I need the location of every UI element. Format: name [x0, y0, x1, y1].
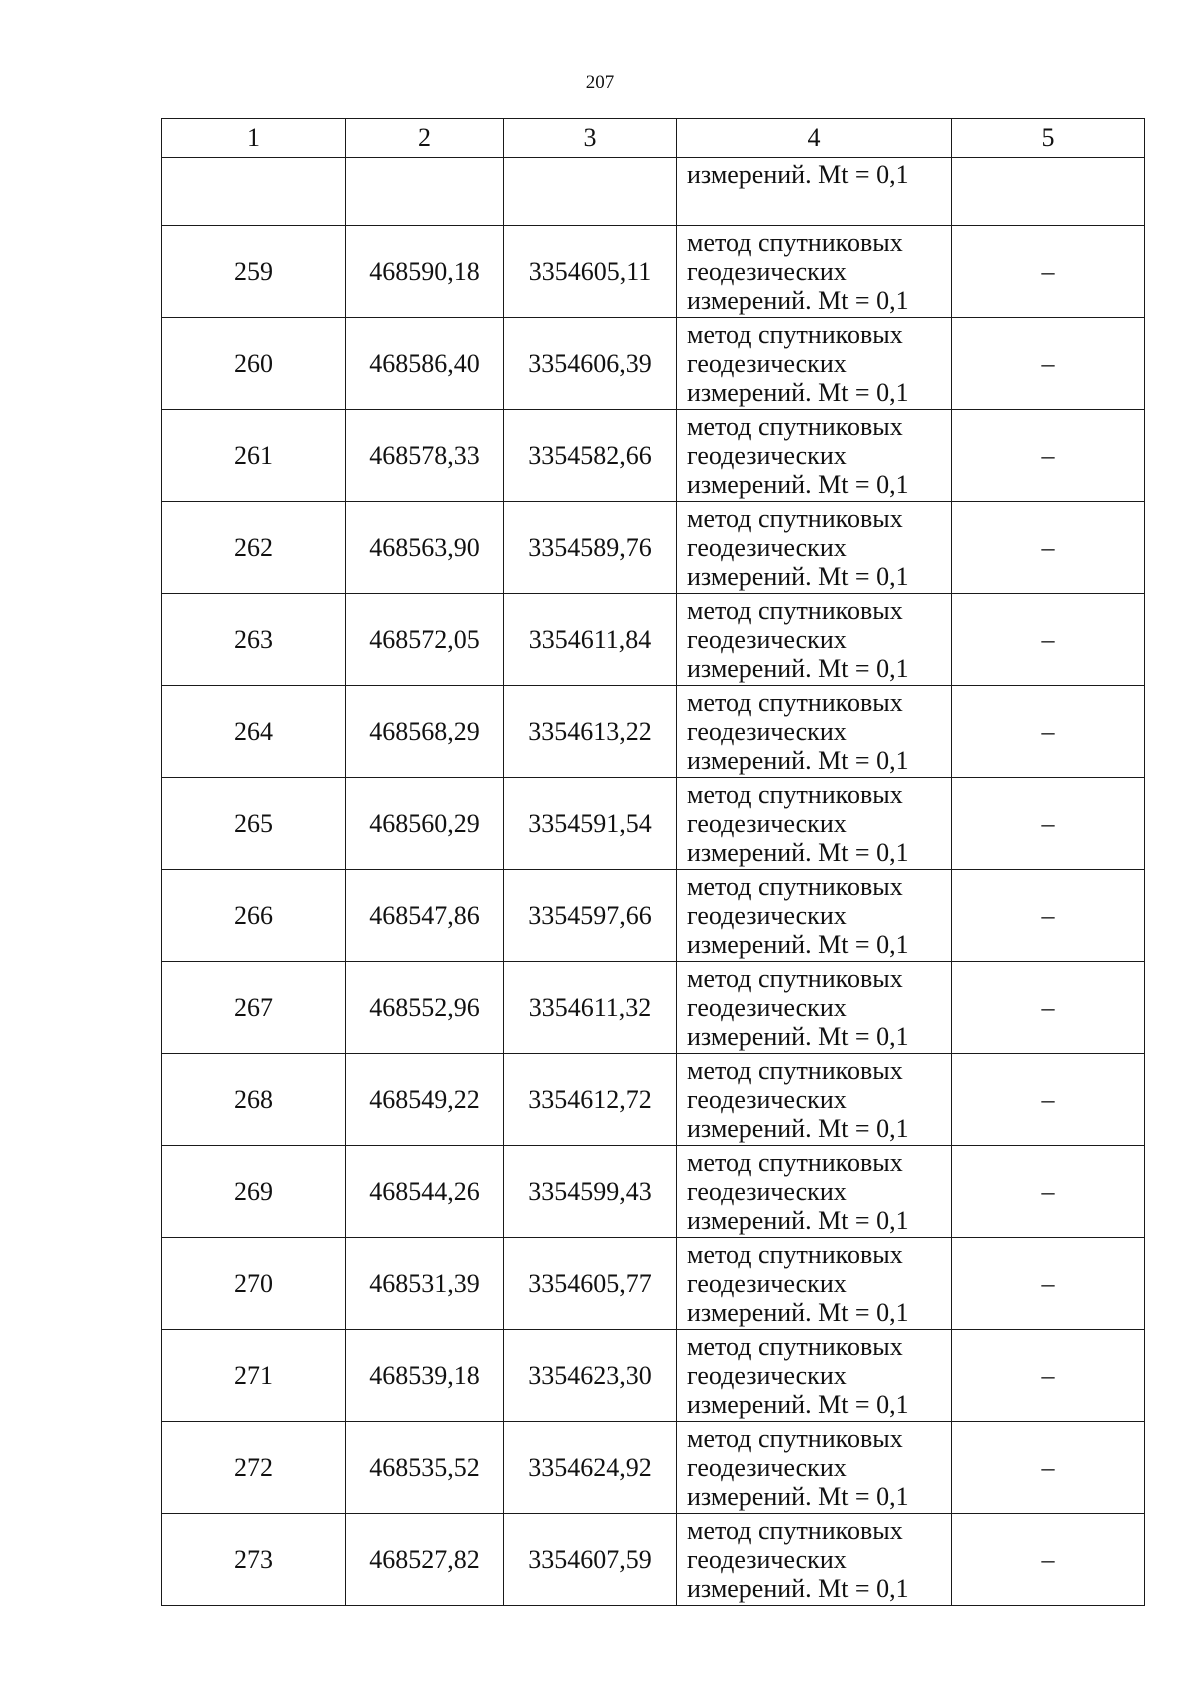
cell-y: 3354582,66	[504, 410, 677, 502]
table-row	[162, 502, 1145, 594]
cell-point: 262	[162, 502, 346, 594]
cell-y: 3354611,84	[504, 594, 677, 686]
table-row	[162, 1238, 1145, 1330]
cell-point: 269	[162, 1146, 346, 1238]
cell-x: 468552,96	[346, 962, 504, 1054]
cell-note: –	[952, 870, 1145, 962]
table-row	[162, 1422, 1145, 1514]
cell-x: 468539,18	[346, 1330, 504, 1422]
cell-x: 468549,22	[346, 1054, 504, 1146]
cell-x: 468547,86	[346, 870, 504, 962]
header-row	[162, 119, 1145, 158]
cell-method: метод спутниковых геодезических измерений. Mt = 0,1	[677, 594, 952, 686]
header-col-3: 3	[504, 119, 677, 158]
cell-x: 468586,40	[346, 318, 504, 410]
cell-point: 265	[162, 778, 346, 870]
header-col-1: 1	[162, 119, 346, 158]
cell-point: 260	[162, 318, 346, 410]
cell-point: 266	[162, 870, 346, 962]
header-col-2: 2	[346, 119, 504, 158]
cell-x: 468572,05	[346, 594, 504, 686]
cell-x: 468527,82	[346, 1514, 504, 1606]
cell-y: 3354605,11	[504, 226, 677, 318]
cell-y: 3354591,54	[504, 778, 677, 870]
cell-y: 3354607,59	[504, 1514, 677, 1606]
cell-note: –	[952, 502, 1145, 594]
cell-method: метод спутниковых геодезических измерений. Mt = 0,1	[677, 502, 952, 594]
cell-x: 468563,90	[346, 502, 504, 594]
header-col-4: 4	[677, 119, 952, 158]
cell-y: 3354612,72	[504, 1054, 677, 1146]
coordinates-table	[161, 118, 1145, 1606]
table-row	[162, 1054, 1145, 1146]
cell-x: 468590,18	[346, 226, 504, 318]
cell-x: 468568,29	[346, 686, 504, 778]
table-row	[162, 410, 1145, 502]
cell-x: 468531,39	[346, 1238, 504, 1330]
cell-y: 3354623,30	[504, 1330, 677, 1422]
cell-method: метод спутниковых геодезических измерений. Mt = 0,1	[677, 226, 952, 318]
cell-y: 3354624,92	[504, 1422, 677, 1514]
cell-method: метод спутниковых геодезических измерений. Mt = 0,1	[677, 1054, 952, 1146]
table-row	[162, 226, 1145, 318]
cell-note: –	[952, 962, 1145, 1054]
table-row	[162, 686, 1145, 778]
page-number: 207	[585, 72, 615, 93]
cell-note: –	[952, 1146, 1145, 1238]
cell-method: метод спутниковых геодезических измерений. Mt = 0,1	[677, 1422, 952, 1514]
table-row	[162, 318, 1145, 410]
cell-point: 263	[162, 594, 346, 686]
cell-point: 267	[162, 962, 346, 1054]
cell-point: 268	[162, 1054, 346, 1146]
cell-method: метод спутниковых геодезических измерений. Mt = 0,1	[677, 318, 952, 410]
table-row	[162, 1146, 1145, 1238]
cell-y: 3354589,76	[504, 502, 677, 594]
cell-x: 468560,29	[346, 778, 504, 870]
cell-note: –	[952, 226, 1145, 318]
cell-note: –	[952, 686, 1145, 778]
cell-y	[504, 158, 677, 226]
cell-method: метод спутниковых геодезических измерений. Mt = 0,1	[677, 778, 952, 870]
cell-note: –	[952, 318, 1145, 410]
cell-x: 468578,33	[346, 410, 504, 502]
cell-note: –	[952, 1330, 1145, 1422]
cell-note: –	[952, 594, 1145, 686]
table-row	[162, 1330, 1145, 1422]
cell-note: –	[952, 410, 1145, 502]
cell-y: 3354611,32	[504, 962, 677, 1054]
cell-point: 273	[162, 1514, 346, 1606]
cell-note: –	[952, 778, 1145, 870]
cell-note: –	[952, 1422, 1145, 1514]
cell-method: измерений. Mt = 0,1	[677, 158, 952, 226]
cell-point: 259	[162, 226, 346, 318]
cell-x	[346, 158, 504, 226]
cell-point: 272	[162, 1422, 346, 1514]
cell-point: 270	[162, 1238, 346, 1330]
cell-note	[952, 158, 1145, 226]
continuation-row	[162, 158, 1145, 226]
cell-y: 3354606,39	[504, 318, 677, 410]
table-row	[162, 594, 1145, 686]
cell-method: метод спутниковых геодезических измерений. Mt = 0,1	[677, 686, 952, 778]
cell-method: метод спутниковых геодезических измерений. Mt = 0,1	[677, 1238, 952, 1330]
cell-y: 3354605,77	[504, 1238, 677, 1330]
table-row	[162, 870, 1145, 962]
cell-y: 3354599,43	[504, 1146, 677, 1238]
table-row	[162, 962, 1145, 1054]
cell-note: –	[952, 1514, 1145, 1606]
cell-point: 264	[162, 686, 346, 778]
cell-method: метод спутниковых геодезических измерений. Mt = 0,1	[677, 962, 952, 1054]
header-col-5: 5	[952, 119, 1145, 158]
cell-method: метод спутниковых геодезических измерений. Mt = 0,1	[677, 1514, 952, 1606]
cell-x: 468535,52	[346, 1422, 504, 1514]
cell-point: 261	[162, 410, 346, 502]
cell-y: 3354613,22	[504, 686, 677, 778]
cell-note: –	[952, 1054, 1145, 1146]
cell-method: метод спутниковых геодезических измерений. Mt = 0,1	[677, 1146, 952, 1238]
cell-y: 3354597,66	[504, 870, 677, 962]
cell-x: 468544,26	[346, 1146, 504, 1238]
cell-method: метод спутниковых геодезических измерений. Mt = 0,1	[677, 410, 952, 502]
cell-note: –	[952, 1238, 1145, 1330]
cell-method: метод спутниковых геодезических измерений. Mt = 0,1	[677, 1330, 952, 1422]
cell-method: метод спутниковых геодезических измерений. Mt = 0,1	[677, 870, 952, 962]
cell-point	[162, 158, 346, 226]
table-row	[162, 778, 1145, 870]
cell-point: 271	[162, 1330, 346, 1422]
table-row	[162, 1514, 1145, 1606]
